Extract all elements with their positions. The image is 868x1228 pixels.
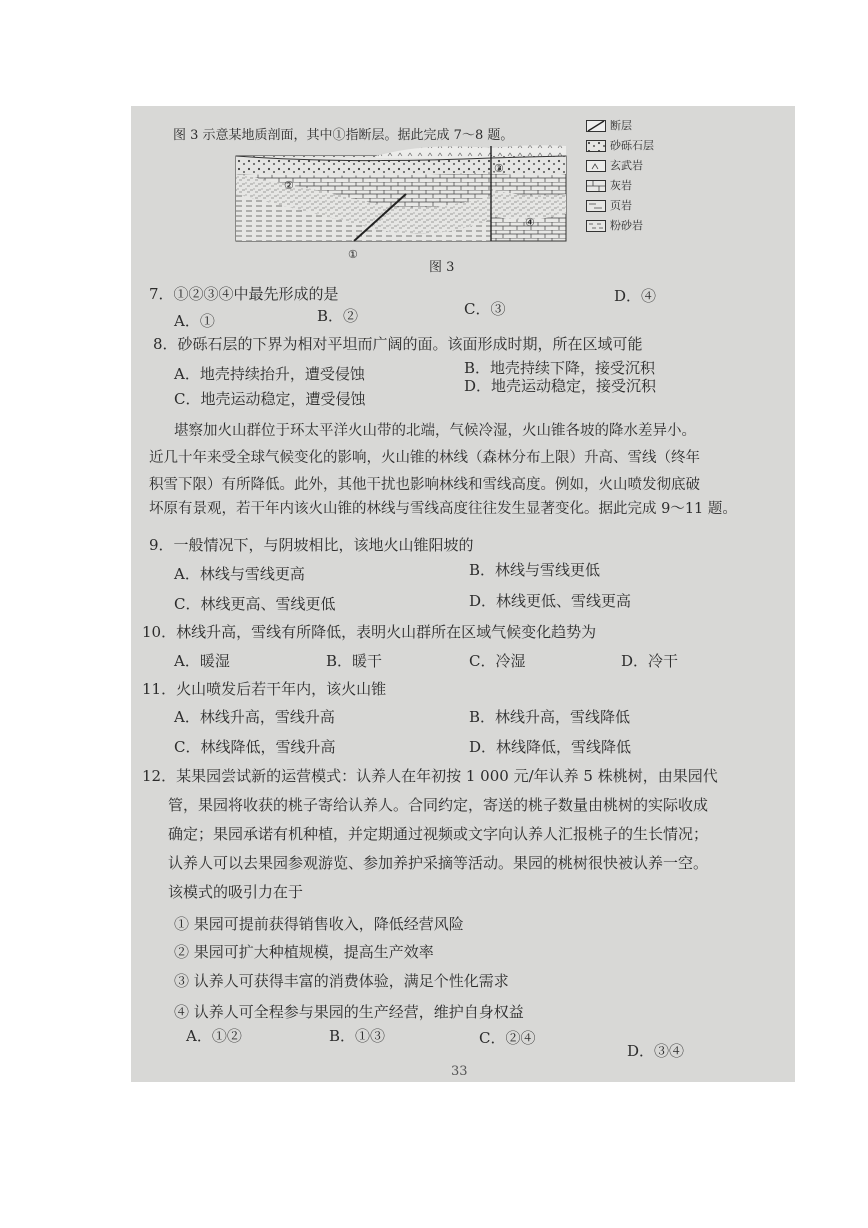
page-number: 33 (451, 1064, 468, 1079)
legend-item: 灰岩 (586, 176, 696, 196)
figure-legend (586, 116, 696, 236)
passage-line: 坏原有景观，若干年内该火山锥的林线与雪线高度往往发生显著变化。据此完成 9～11 题。 (149, 501, 737, 517)
q10-option-b: B．暖干 (326, 652, 383, 670)
q9-stem: 9．一般情况下，与阴坡相比，该地火山锥阳坡的 (149, 536, 474, 554)
q7-option-b: B．② (317, 307, 359, 325)
q10-stem: 10．林线升高，雪线有所降低，表明火山群所在区域气候变化趋势为 (142, 623, 597, 641)
q8-stem: 8．砂砾石层的下界为相对平坦而广阔的面。该面形成时期，所在区域可能 (153, 335, 643, 353)
limestone-swatch-icon (586, 180, 606, 192)
q12-item: ③ 认养人可获得丰富的消费体验，满足个性化需求 (174, 972, 509, 990)
mark-3: ③ (494, 162, 504, 175)
passage-line: 积雪下限）有所降低。此外，其他干扰也影响林线和雪线高度。例如，火山喷发彻底破 (149, 477, 700, 493)
q12-option-b: B．①③ (329, 1027, 386, 1045)
q11-option-d: D．林线降低，雪线降低 (469, 738, 632, 756)
fault-swatch-icon (586, 120, 606, 132)
passage-line: 近几十年来受全球气候变化的影响，火山锥的林线（森林分布上限）升高、雪线（终年 (149, 450, 700, 466)
q8-option-a: A．地壳持续抬升，遭受侵蚀 (174, 365, 365, 383)
q8-option-d: D．地壳运动稳定，接受沉积 (464, 377, 657, 395)
q10-option-a: A．暖湿 (174, 652, 230, 670)
q11-option-a: A．林线升高，雪线升高 (174, 708, 335, 726)
gravel-swatch-icon (586, 140, 606, 152)
passage-line: 堪察加火山群位于环太平洋火山带的北端，气候冷湿，火山锥各坡的降水差异小。 (174, 423, 696, 439)
basalt-swatch-icon (586, 160, 606, 172)
q7-option-c: C．③ (464, 300, 506, 318)
q10-option-d: D．冷干 (621, 652, 679, 670)
legend-item: 玄武岩 (586, 156, 696, 176)
figure-caption: 图 3 (429, 260, 455, 275)
q9-option-b: B．林线与雪线更低 (469, 561, 601, 579)
siltstone-swatch-icon (586, 220, 606, 232)
legend-item: 页岩 (586, 196, 696, 216)
q8-option-c: C．地壳运动稳定，遭受侵蚀 (174, 390, 366, 408)
figure-intro: 图 3 示意某地质剖面，其中①指断层。据此完成 7～8 题。 (173, 128, 514, 143)
q9-option-a: A．林线与雪线更高 (174, 565, 305, 583)
q11-option-b: B．林线升高，雪线降低 (469, 708, 631, 726)
q12-stem-line: 12．某果园尝试新的运营模式：认养人在年初按 1 000 元/年认养 5 株桃树，由果园代 (142, 767, 718, 785)
legend-item: 砂砾石层 (586, 136, 696, 156)
shale-swatch-icon (586, 200, 606, 212)
q12-stem-line: 管，果园将收获的桃子寄给认养人。合同约定，寄送的桃子数量由桃树的实际收成 (168, 796, 709, 814)
q12-option-a: A．①② (186, 1027, 242, 1045)
mark-1: ① (348, 248, 358, 261)
q7-option-d: D．④ (614, 287, 657, 305)
q9-option-c: C．林线更高、雪线更低 (174, 595, 336, 613)
q12-item: ② 果园可扩大种植规模，提高生产效率 (174, 943, 434, 961)
legend-item: 粉砂岩 (586, 216, 696, 236)
q8-option-b: B．地壳持续下降，接受沉积 (464, 359, 656, 377)
geologic-section-figure (226, 134, 576, 264)
q12-stem-line: 确定；果园承诺有机种植，并定期通过视频或文字向认养人汇报桃子的生长情况； (168, 825, 709, 843)
exam-page-photo (131, 106, 795, 1082)
mark-4: ④ (525, 216, 535, 229)
q12-option-d: D．③④ (627, 1042, 685, 1060)
legend-item: 断层 (586, 116, 696, 136)
q9-option-d: D．林线更低、雪线更高 (469, 592, 632, 610)
q11-option-c: C．林线降低，雪线升高 (174, 738, 336, 756)
q12-stem-line: 该模式的吸引力在于 (168, 883, 304, 901)
q10-option-c: C．冷湿 (469, 652, 526, 670)
q12-stem-line: 认养人可以去果园参观游览、参加养护采摘等活动。果园的桃树很快被认养一空。 (168, 854, 709, 872)
mark-2: ② (284, 179, 294, 192)
q7-stem: 7．①②③④中最先形成的是 (149, 285, 339, 303)
q11-stem: 11．火山喷发后若干年内，该火山锥 (142, 680, 387, 698)
q12-item: ① 果园可提前获得销售收入，降低经营风险 (174, 915, 464, 933)
q12-option-c: C．②④ (479, 1029, 536, 1047)
q7-option-a: A．① (174, 312, 215, 330)
q12-item: ④ 认养人可全程参与果园的生产经营，维护自身权益 (174, 1003, 524, 1021)
